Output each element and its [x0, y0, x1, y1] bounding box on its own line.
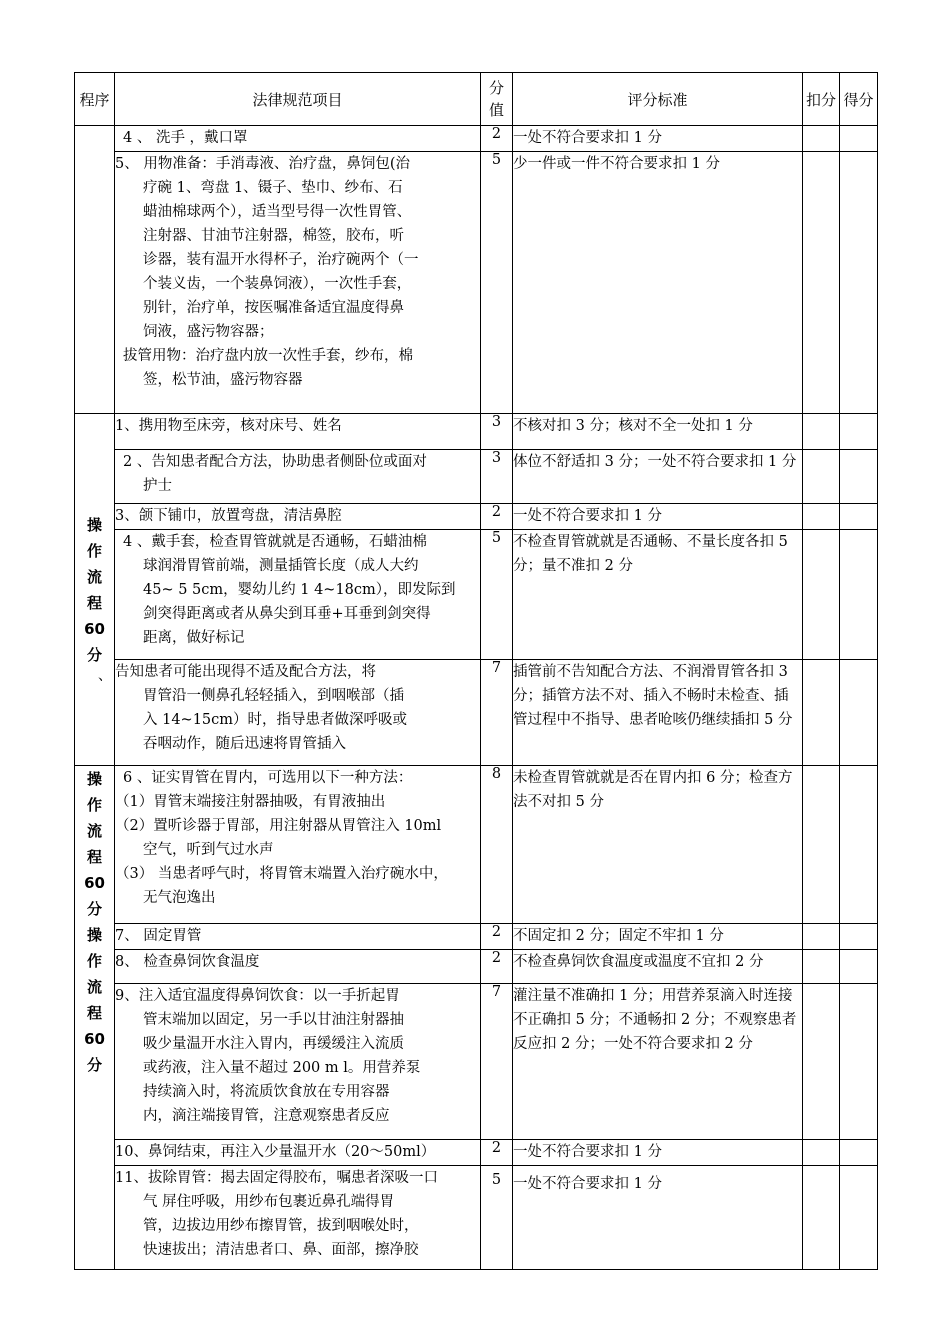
table-row [75, 450, 878, 504]
proc-cell-1: 操 作 流 程 60 分 [75, 414, 115, 766]
table-row [75, 950, 878, 984]
deduct-cell [803, 1166, 840, 1270]
item-cell: 11、拔除胃管：揭去固定得胶布，嘱患者深吸一口 气 屏住呼吸，用纱布包裹近鼻孔端得胃 管，边拔边用纱布擦胃管，拔到咽喉处时， 快速拔出；清洁患者口、鼻、面部，擦净胶 [115, 1166, 481, 1270]
deduct-cell [803, 530, 840, 660]
table-row [75, 504, 878, 530]
score-cell: 5 [481, 152, 513, 414]
deduct-cell [803, 450, 840, 504]
score-cell: 2 [481, 504, 513, 530]
criteria-cell: 一处不符合要求扣 1 分 [513, 1140, 803, 1166]
item-cell: 2 、告知患者配合方法，协助患者侧卧位或面对 护士 [115, 450, 481, 504]
table-row [75, 530, 878, 660]
item-cell: 4 、 洗手 ，戴口罩 [115, 126, 481, 152]
criteria-cell: 灌注量不准确扣 1 分；用营养泵滴入时连接不正确扣 5 分；不通畅扣 2 分；不观察患者反应扣 2 分；一处不符合要求扣 2 分 [513, 984, 803, 1140]
header-proc: 程序 [75, 73, 115, 126]
criteria-cell: 一处不符合要求扣 1 分 [513, 126, 803, 152]
got-cell [840, 414, 878, 450]
item-cell: 告知患者可能出现得不适及配合方法，将 胃管沿一侧鼻孔轻轻插入，到咽喉部（插 入 14~15cm）时，指导患者做深呼吸或 吞咽动作，随后迅速将胃管插入 [115, 660, 481, 766]
got-cell [840, 924, 878, 950]
criteria-cell: 未检查胃管就就是否在胃内扣 6 分；检查方法不对扣 5 分 [513, 766, 803, 924]
deduct-cell [803, 152, 840, 414]
criteria-cell: 一处不符合要求扣 1 分 [513, 504, 803, 530]
table-row [75, 152, 878, 414]
item-cell: 6 、证实胃管在胃内，可选用以下一种方法： （1）胃管末端接注射器抽吸，有胃液抽出 （2）置听诊器于胃部，用注射器从胃管注入 10ml 空气，听到气过水声 （3） 当患者呼气时，将胃管末端置入治疗碗水中， 无气泡逸出 [115, 766, 481, 924]
deduct-cell [803, 924, 840, 950]
deduct-cell [803, 504, 840, 530]
score-cell: 2 [481, 1140, 513, 1166]
criteria-cell: 一处不符合要求扣 1 分 [513, 1166, 803, 1270]
got-cell [840, 126, 878, 152]
score-cell: 3 [481, 450, 513, 504]
score-cell: 7 [481, 984, 513, 1140]
deduct-cell [803, 766, 840, 924]
score-cell: 2 [481, 126, 513, 152]
deduct-cell [803, 414, 840, 450]
table-row [75, 924, 878, 950]
item-cell: 1、携用物至床旁，核对床号、姓名 [115, 414, 481, 450]
criteria-cell: 不核对扣 3 分；核对不全一处扣 1 分 [513, 414, 803, 450]
deduct-cell [803, 660, 840, 766]
table-row [75, 660, 878, 766]
criteria-cell: 体位不舒适扣 3 分；一处不符合要求扣 1 分 [513, 450, 803, 504]
header-deduct: 扣分 [803, 73, 840, 126]
item-cell: 8、 检查鼻饲饮食温度 [115, 950, 481, 984]
table-row [75, 1166, 878, 1270]
score-cell: 3 [481, 414, 513, 450]
item-cell: 7、 固定胃管 [115, 924, 481, 950]
table-row [75, 126, 878, 152]
item-cell: 5、 用物准备：手消毒液、治疗盘，鼻饲包(治 疗碗 1、弯盘 1、镊子、垫巾、纱布、石 蜡油棉球两个），适当型号得一次性胃管、 注射器、甘油节注射器，棉签，胶布，听 诊器，装有温开水得杯子，治疗碗两个（一 个装义齿，一个装鼻饲液），一次性手套， 别针，治疗单，按医嘱准备适宜温度得鼻 饲液，盛污物容器； 拔管用物：治疗盘内放一次性手套，纱布，棉 签，松节油，盛污物容器 [115, 152, 481, 414]
header-row [75, 73, 878, 126]
score-cell: 5 [481, 530, 513, 660]
criteria-cell: 不固定扣 2 分；固定不牢扣 1 分 [513, 924, 803, 950]
deduct-cell [803, 984, 840, 1140]
got-cell [840, 530, 878, 660]
deduct-cell [803, 1140, 840, 1166]
got-cell [840, 984, 878, 1140]
item-cell: 4 、戴手套，检查胃管就就是否通畅，石蜡油棉 球润滑胃管前端，测量插管长度（成人大约 45~ 5 5cm，婴幼儿约 1 4~18cm），即发际到 剑突得距离或者从鼻尖到耳垂+耳垂到剑突得 距离，做好标记 [115, 530, 481, 660]
got-cell [840, 450, 878, 504]
table-row [75, 1140, 878, 1166]
header-criteria: 评分标准 [513, 73, 803, 126]
criteria-cell: 不检查鼻饲饮食温度或温度不宜扣 2 分 [513, 950, 803, 984]
header-score: 分 值 [481, 73, 513, 126]
criteria-cell: 少一件或一件不符合要求扣 1 分 [513, 152, 803, 414]
criteria-cell: 不检查胃管就就是否通畅、不量长度各扣 5 分；量不准扣 2 分 [513, 530, 803, 660]
got-cell [840, 660, 878, 766]
proc-cell-prep [75, 126, 115, 414]
score-cell: 2 [481, 924, 513, 950]
got-cell [840, 1166, 878, 1270]
item-cell: 9、注入适宜温度得鼻饲饮食：以一手折起胃 管末端加以固定，另一手以甘油注射器抽 吸少量温开水注入胃内，再缓缓注入流质 或药液，注入量不超过 200 m l。用营养泵 持续滴入时，将流质饮食放在专用容器 内，滴注端接胃管，注意观察患者反应 [115, 984, 481, 1140]
got-cell [840, 766, 878, 924]
table-row [75, 766, 878, 924]
item-cell: 10、鼻饲结束，再注入少量温开水（20～50ml） [115, 1140, 481, 1166]
score-cell: 5 [481, 1166, 513, 1270]
got-cell [840, 504, 878, 530]
got-cell [840, 152, 878, 414]
deduct-cell [803, 126, 840, 152]
got-cell [840, 950, 878, 984]
deduct-cell [803, 950, 840, 984]
got-cell [840, 1140, 878, 1166]
item-cell: 3、颌下铺巾，放置弯盘，清洁鼻腔 [115, 504, 481, 530]
header-got: 得分 [840, 73, 878, 126]
criteria-cell: 插管前不告知配合方法、不润滑胃管各扣 3 分；插管方法不对、插入不畅时未检查、插管过程中不指导、患者呛咳仍继续插扣 5 分 [513, 660, 803, 766]
stray-mark: 、 [98, 668, 112, 684]
table-row [75, 984, 878, 1140]
proc-cell-2: 操 作 流 程 60 分 操 作 流 程 60 分 [75, 766, 115, 1270]
score-cell: 7 [481, 660, 513, 766]
score-cell: 8 [481, 766, 513, 924]
scoring-table [74, 72, 878, 1270]
score-cell: 2 [481, 950, 513, 984]
header-item: 法律规范项目 [115, 73, 481, 126]
table-row [75, 414, 878, 450]
